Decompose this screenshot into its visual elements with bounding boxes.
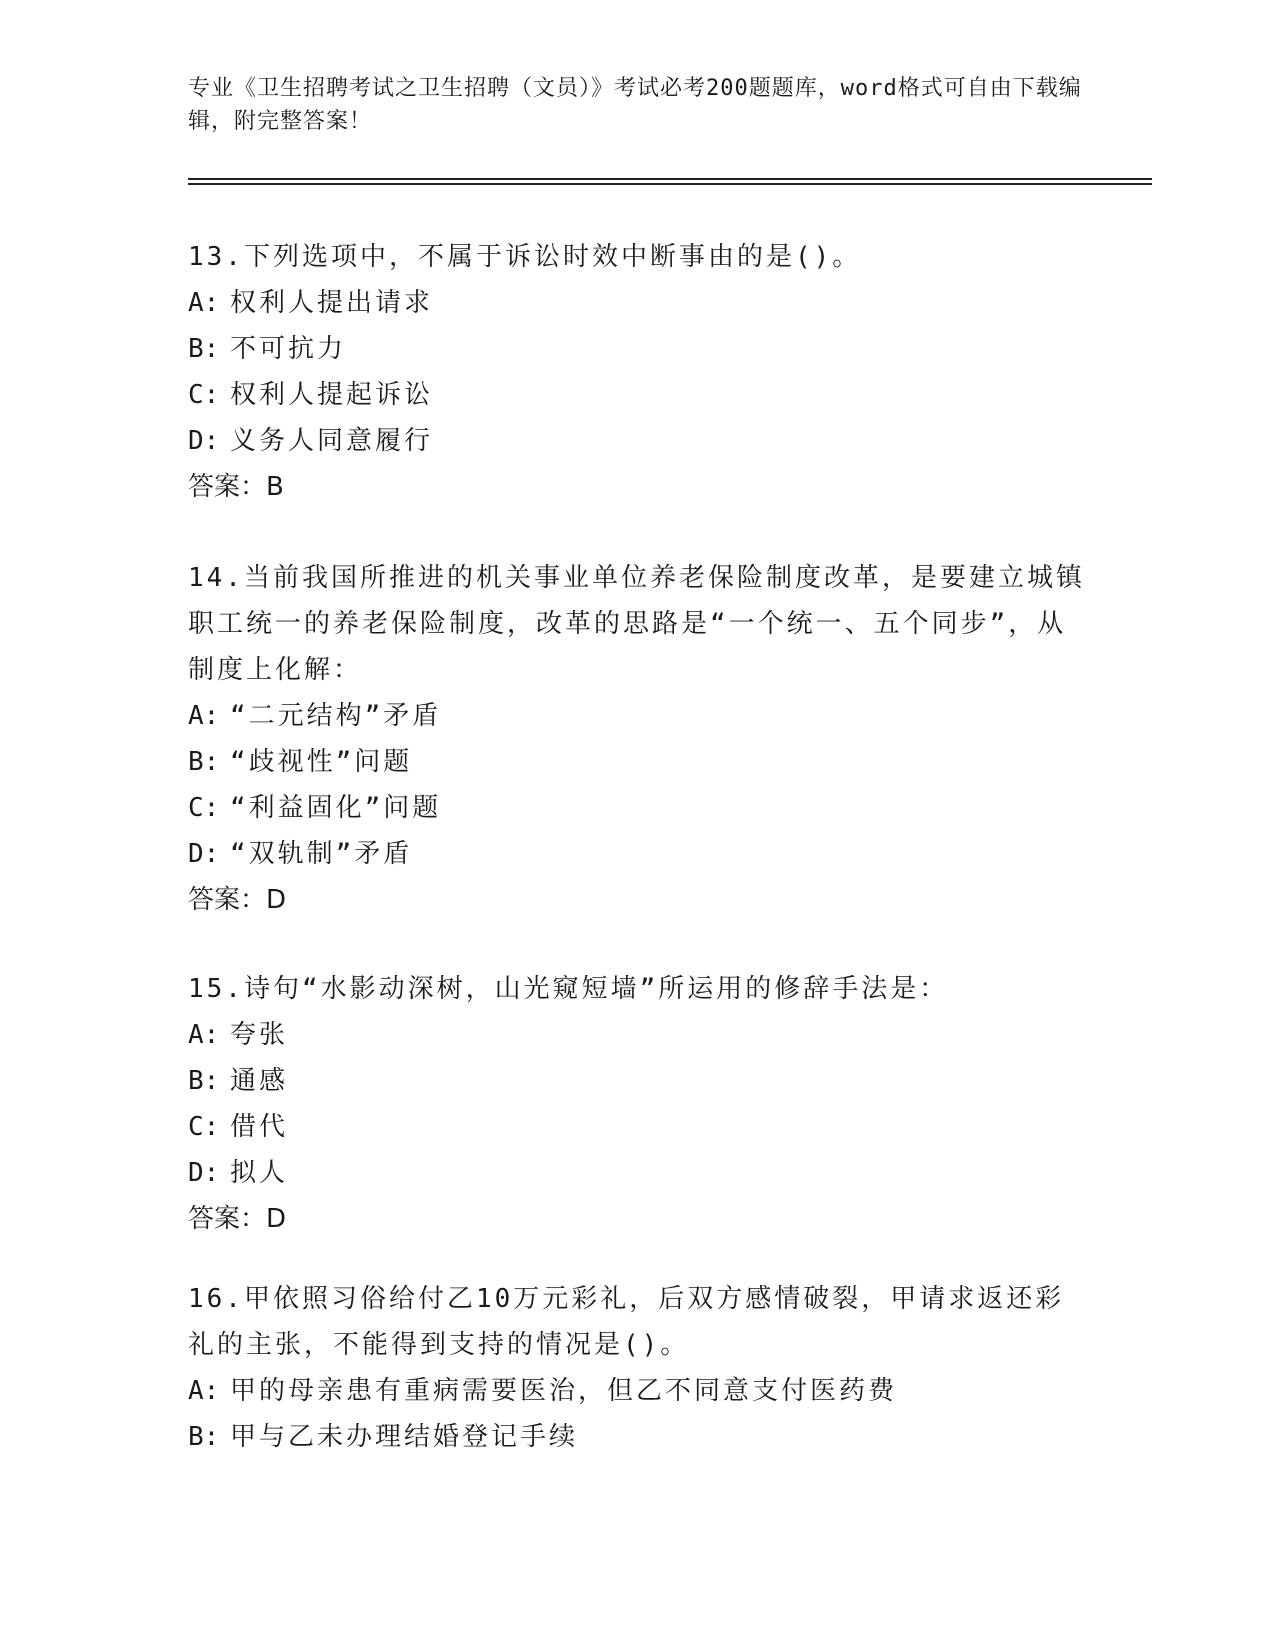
option-d	[188, 418, 1088, 464]
question-text: 16.甲依照习俗给付乙10万元彩礼，后双方感情破裂，甲请求返还彩礼的主张，不能得到支持的情况是()。	[188, 1284, 1065, 1360]
header-divider-bottom	[188, 183, 1152, 185]
question-16	[188, 1276, 1088, 1460]
option-letter: B:	[188, 747, 220, 777]
question-15	[188, 966, 1088, 1242]
option-d	[188, 831, 1088, 877]
option-text: 拟人	[230, 1158, 289, 1188]
option-text: “歧视性”问题	[230, 747, 413, 777]
option-letter: D:	[188, 426, 220, 456]
option-letter: A:	[188, 701, 220, 731]
option-text: 夸张	[230, 1020, 289, 1050]
option-letter: B:	[188, 1066, 220, 1096]
answer-line: 答案：D	[188, 885, 287, 915]
option-letter: D:	[188, 839, 220, 869]
answer-line: 答案：B	[188, 472, 284, 502]
question-13	[188, 234, 1088, 510]
question-14	[188, 555, 1088, 923]
option-a	[188, 280, 1088, 326]
document-header: 专业《卫生招聘考试之卫生招聘（文员）》考试必考200题题库，word格式可自由下载编辑，附完整答案！	[188, 76, 1082, 134]
option-letter: B:	[188, 334, 220, 364]
option-c	[188, 1104, 1088, 1150]
option-letter: D:	[188, 1158, 220, 1188]
option-text: 甲的母亲患有重病需要医治，但乙不同意支付医药费	[230, 1376, 898, 1406]
option-text: 甲与乙未办理结婚登记手续	[230, 1422, 579, 1452]
question-text: 14.当前我国所推进的机关事业单位养老保险制度改革，是要建立城镇职工统一的养老保险制度，改革的思路是“一个统一、五个同步”，从制度上化解：	[188, 563, 1085, 685]
option-letter: A:	[188, 288, 220, 318]
option-d	[188, 1150, 1088, 1196]
answer-line: 答案：D	[188, 1204, 287, 1234]
option-b	[188, 326, 1088, 372]
option-b	[188, 1414, 1088, 1460]
option-text: “利益固化”问题	[230, 793, 442, 823]
option-letter: C:	[188, 380, 220, 410]
header-divider-top	[188, 178, 1152, 180]
question-text: 15.诗句“水影动深树，山光窥短墙”所运用的修辞手法是：	[188, 974, 949, 1004]
option-letter: B:	[188, 1422, 220, 1452]
option-text: 通感	[230, 1066, 289, 1096]
option-c	[188, 372, 1088, 418]
option-text: “双轨制”矛盾	[230, 839, 413, 869]
option-text: 权利人提出请求	[230, 288, 434, 318]
option-text: 义务人同意履行	[230, 426, 434, 456]
option-letter: A:	[188, 1376, 220, 1406]
option-text: “二元结构”矛盾	[230, 701, 442, 731]
option-a	[188, 1368, 1088, 1414]
option-a	[188, 1012, 1088, 1058]
option-b	[188, 739, 1088, 785]
option-letter: C:	[188, 1112, 220, 1142]
option-b	[188, 1058, 1088, 1104]
option-text: 不可抗力	[230, 334, 347, 364]
option-letter: A:	[188, 1020, 220, 1050]
option-text: 权利人提起诉讼	[230, 380, 434, 410]
option-c	[188, 785, 1088, 831]
option-letter: C:	[188, 793, 220, 823]
option-text: 借代	[230, 1112, 289, 1142]
question-text: 13.下列选项中，不属于诉讼时效中断事由的是()。	[188, 242, 862, 272]
option-a	[188, 693, 1088, 739]
